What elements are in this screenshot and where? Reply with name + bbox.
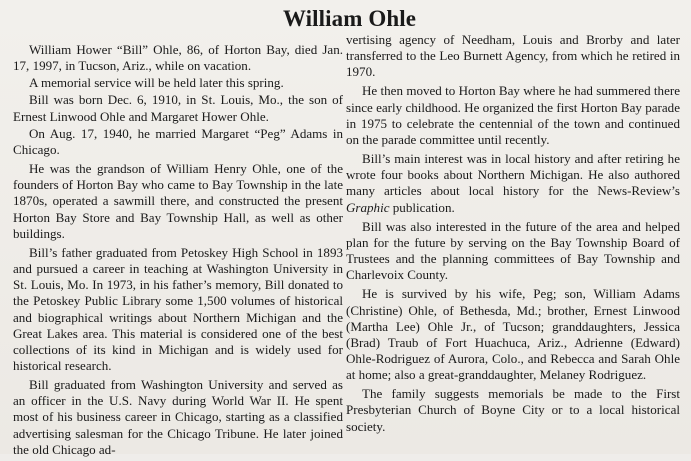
left-column — [13, 42, 343, 461]
paragraph-grandfather: He was the grandson of William Henry Ohle, one of the founders of Horton Bay who came to Bay Township in the late 1870s, operated a sawmill there, and constructed the present Horton Bay Store and Bay Township Hall, as well as other buildings. — [13, 161, 343, 241]
article-columns — [13, 32, 680, 461]
paragraph-survivors: He is survived by his wife, Peg; son, William Adams (Christine) Ohle, of Bethesda, Md.; brother, Ernest Linwood (Martha Lee) Ohle Jr., of Tucson; granddaughters, Jessica (Brad) Traub of Fort Huachuca, Ariz., Adrienne (Edward) Ohle-Rodriguez of Aurora, Colo., and Rebecca and Sarah Ohle at home; also a great-granddaughter, Melaney Rodriguez. — [346, 286, 680, 383]
paragraph-birth: Bill was born Dec. 6, 1910, in St. Louis, Mo., the son of Ernest Linwood Ohle and Margaret Hower Ohle. — [13, 92, 343, 124]
paragraph-marriage: On Aug. 17, 1940, he married Margaret “Peg” Adams in Chicago. — [13, 125, 343, 157]
local-history-text: Bill’s main interest was in local history and after retiring he wrote four books about Northern Michigan. He also authored many articles about local history for the News-Review’s — [346, 151, 680, 199]
paragraph-death-notice: William Hower “Bill” Ohle, 86, of Horton Bay, died Jan. 17, 1997, in Tucson, Ariz., while on vacation. — [13, 42, 343, 74]
paragraph-horton-bay: He then moved to Horton Bay where he had summered there since early childhood. He organized the first Horton Bay parade in 1975 to celebrate the centennial of the town and continued on the parade committee until recently. — [346, 83, 680, 147]
paragraph-career: Bill graduated from Washington University and served as an officer in the U.S. Navy during World War II. He spent most of his business career in Chicago, starting as a classified advertising salesman for the Chicago Tribune. He later joined the old Chicago ad- — [13, 377, 343, 457]
paragraph-local-history — [346, 151, 680, 216]
local-history-text-end: publication. — [392, 199, 455, 215]
right-column — [346, 32, 680, 461]
paragraph-civic-service: Bill was also interested in the future of the area and helped plan for the future by serving on the Bay Township Board of Trustees and the planning committees of Bay Township and Charlevoix County. — [346, 218, 680, 283]
paragraph-father: Bill’s father graduated from Petoskey High School in 1893 and pursued a career in teaching at Washington University in St. Louis, Mo. In 1973, in his father’s memory, Bill donated to the Petoskey Public Library some 1,500 volumes of historical and biographical writings about Northern Michigan and the Great Lakes area. This material is considered one of the best collections of its kind in Michigan and is widely used for historical research. — [13, 244, 343, 373]
paragraph-career-continued: vertising agency of Needham, Louis and Brorby and later transferred to the Leo Burnett Agency, from which he retired in 1970. — [346, 32, 680, 80]
paragraph-memorials: The family suggests memorials be made to the First Presbyterian Church of Boyne City or to a local historical society. — [346, 386, 680, 434]
paragraph-memorial-service: A memorial service will be held later this spring. — [29, 75, 284, 91]
obituary-headline: William Ohle — [282, 6, 417, 31]
publication-name: Graphic — [346, 199, 390, 215]
